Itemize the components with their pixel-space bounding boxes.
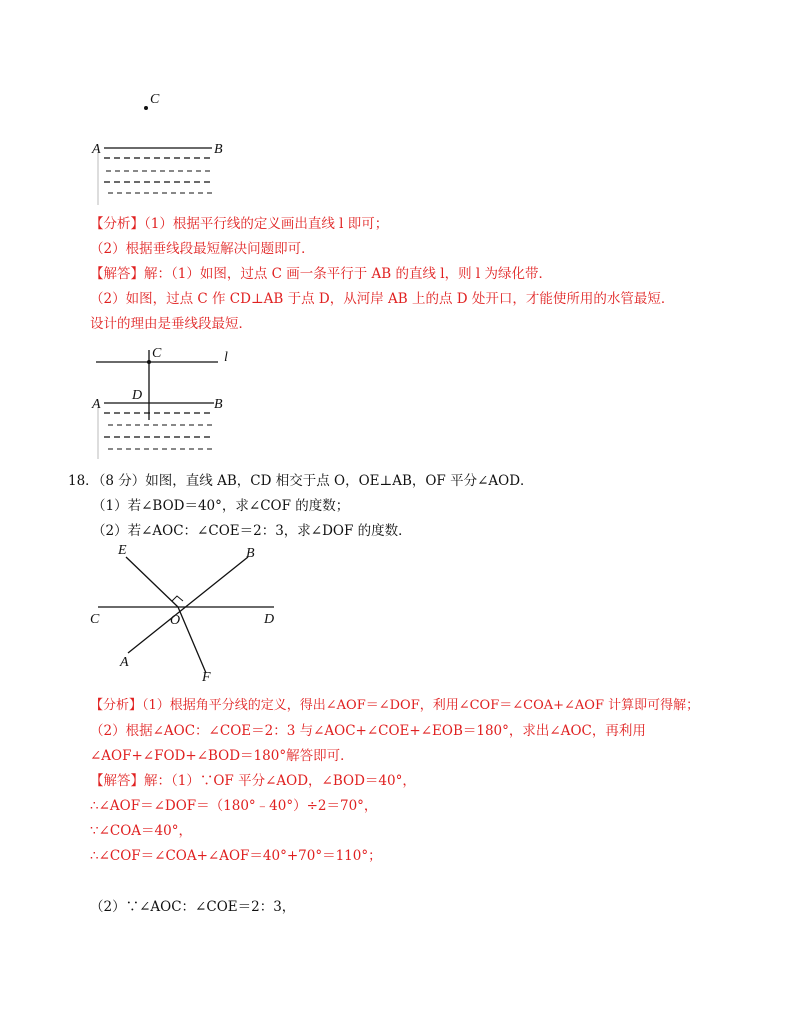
q18-stem: 18．（8 分）如图，直线 AB，CD 相交于点 O，OE⊥AB，OF 平分∠AOD． — [68, 473, 534, 489]
figure-1-river — [88, 95, 228, 210]
fig1-label-B: B — [214, 142, 223, 157]
analysis1-line1: 【分析】（1）根据平行线的定义画出直线 l 即可； — [90, 216, 389, 232]
analysis1-line2: （2）根据垂线段最短解决问题即可． — [90, 241, 315, 257]
analysis2-line2: （2）根据∠AOC：∠COE＝2：3 与∠AOC+∠COE+∠EOB＝180°，求出∠AOC，再利用 — [90, 723, 646, 739]
answer1-line2: （2）如图，过点 C 作 CD⊥AB 于点 D，从河岸 AB 上的点 D 处开口，才能使所用的水管最短． — [90, 291, 675, 307]
fig3-label-A: A — [120, 655, 129, 670]
answer2-line2: ∴∠AOF＝∠DOF＝（180°﹣40°）÷2＝70°， — [90, 798, 378, 814]
analysis2-line3: ∠AOF+∠FOD+∠BOD＝180°解答即可． — [90, 748, 354, 764]
fig2-label-D: D — [132, 388, 143, 403]
answer2-line3: ∵∠COA＝40°， — [90, 823, 192, 839]
answer1-line3: 设计的理由是垂线段最短． — [90, 316, 252, 332]
analysis2-line1: 【分析】（1）根据角平分线的定义，得出∠AOF＝∠DOF，利用∠COF＝∠COA+∠AOF 计算即可得解； — [90, 698, 700, 713]
fig2-label-l: l — [224, 350, 228, 365]
answer2-line4: ∴∠COF＝∠COA+∠AOF＝40°+70°＝110°； — [90, 848, 382, 864]
fig1-label-C: C — [150, 92, 160, 107]
fig2-label-C: C — [152, 346, 162, 361]
fig3-label-B: B — [246, 546, 255, 561]
fig1-label-A: A — [92, 142, 101, 157]
answer1-line1: 【解答】解：（1）如图，过点 C 画一条平行于 AB 的直线 l，则 l 为绿化带． — [90, 266, 553, 282]
fig2-label-B: B — [214, 397, 223, 412]
fig3-label-C: C — [90, 612, 100, 627]
answer2-line1: 【解答】解：（1）∵OF 平分∠AOD，∠BOD＝40°， — [90, 773, 416, 789]
fig3-label-D: D — [264, 612, 275, 627]
q18-part2: （2）若∠AOC：∠COE＝2：3，求∠DOF 的度数． — [92, 523, 412, 539]
answer2-line5: （2）∵∠AOC：∠COE＝2：3， — [90, 899, 296, 915]
fig2-label-A: A — [92, 397, 101, 412]
fig3-label-O: O — [170, 613, 181, 628]
fig3-label-E: E — [118, 543, 127, 558]
q18-part1: （1）若∠BOD＝40°，求∠COF 的度数； — [92, 498, 350, 514]
fig3-label-F: F — [202, 670, 211, 685]
